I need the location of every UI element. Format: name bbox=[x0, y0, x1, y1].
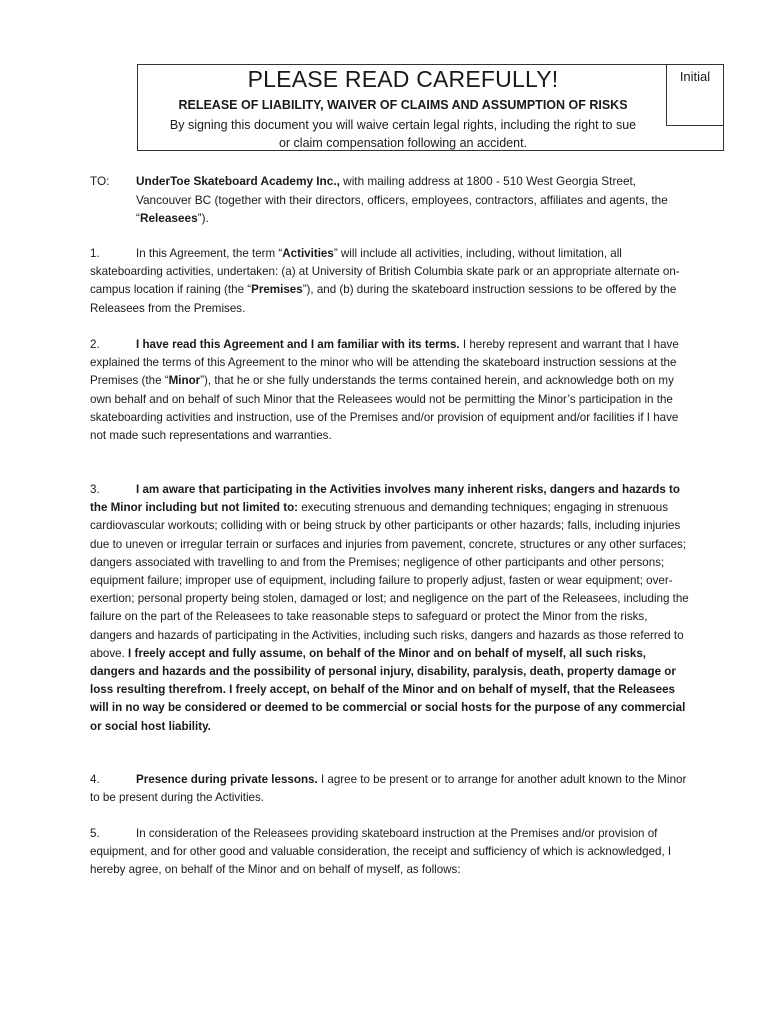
clause-number: 2. bbox=[90, 338, 100, 351]
to-label: TO: bbox=[90, 174, 110, 188]
company-name: UnderToe Skateboard Academy Inc., bbox=[136, 174, 340, 188]
release-subtitle: RELEASE OF LIABILITY, WAIVER OF CLAIMS AND ASSUMPTION OF RISKS bbox=[178, 98, 628, 112]
page-title: PLEASE READ CAREFULLY! bbox=[247, 66, 559, 92]
legal-notice bbox=[138, 116, 668, 152]
initial-field[interactable] bbox=[666, 64, 724, 126]
notice-line-2: or claim compensation following an accident. bbox=[278, 136, 528, 150]
activities-term: Activities bbox=[282, 247, 334, 260]
addressee-text: UnderToe Skateboard Academy Inc., with mailing address at 1800 - 510 West Georgia Street, Vancouver BC (together with their directors, officers, employees, contractors, affiliates and agents, the “Releasees”). bbox=[136, 174, 668, 226]
clause-number: 3. bbox=[90, 483, 100, 496]
clause-number: 1. bbox=[90, 247, 100, 260]
clause-3: 3. I am aware that participating in the Activities involves many inherent risks, dangers and hazards to the Minor including but not limited to: executing strenuous and demanding techniques; engaging in strenuous cardiovascular workouts; colliding with or being struck by other participants or other hazards; falls, including injuries due to uneven or irregular terrain or surfaces and injuries from pavement, concrete, structures or any other surfaces; dangers associated with travelling to and from the Premises; negligence of other participants and other persons; equipment failure; improper use of equipment, including failure to properly adjust, fasten or wear equipment; over-exertion; personal property being stolen, damaged or lost; and negligence on the part of the Releasees, including the failure on the part of the Releasees to take reasonable steps to safeguard or protect the Minor from the risks, dangers and hazards of participating in the Activities, including such risks, dangers and hazards as those referred to above. I freely accept and fully assume, on behalf of the Minor and on behalf of myself, all such risks, dangers and hazards and the possibility of personal injury, disability, paralysis, death, property damage or loss resulting therefrom. I freely accept, on behalf of the Minor and on behalf of myself, that the Releasees will in no way be considered or deemed to be commercial or social hosts for the purpose of any commercial or social host liability. bbox=[90, 483, 689, 733]
waiver-header-box bbox=[137, 64, 724, 151]
clause-1: 1. In this Agreement, the term “Activities” will include all activities, including, without limitation, all skateboarding activities, undertaken: (a) at University of British Columbia skate park or an appropriate alternate on-campus location if raining (the “Premises”), and (b) during the skateboard instruction sessions to be offered by the Releasees from the Premises. bbox=[90, 247, 680, 315]
clause-number: 5. bbox=[90, 827, 100, 840]
clause-2: 2. I have read this Agreement and I am familiar with its terms. I hereby represent and warrant that I have explained the terms of this Agreement to the minor who will be attending the skateboard instruction sessions at the Premises (the “Minor”), that he or she fully understands the terms contained herein, and acknowledge both on my own behalf and on behalf of such Minor that the Releasees would not be permitting the Minor’s participation in the skateboarding activities and instruction, use of the Premises and/or provision of equipment and/or facilities if I have not made such representations and warranties. bbox=[90, 338, 679, 443]
releasees-term: Releasees bbox=[139, 211, 198, 226]
initial-label: Initial bbox=[679, 69, 711, 84]
clause-4: 4. Presence during private lessons. I agree to be present or to arrange for another adult known to the Minor to be present during the Activities. bbox=[90, 773, 687, 805]
notice-line-1: By signing this document you will waive certain legal rights, including the right to sue bbox=[169, 118, 637, 132]
minor-term: Minor bbox=[168, 374, 201, 388]
premises-term: Premises bbox=[251, 283, 303, 297]
clause-number: 4. bbox=[90, 773, 100, 786]
clause-5: 5. In consideration of the Releasees providing skateboard instruction at the Premises and/or provision of equipment, and for other good and valuable consideration, the receipt and sufficiency of which is acknowledged, I hereby agree, on behalf of the Minor and on behalf of myself, as follows: bbox=[90, 827, 672, 877]
